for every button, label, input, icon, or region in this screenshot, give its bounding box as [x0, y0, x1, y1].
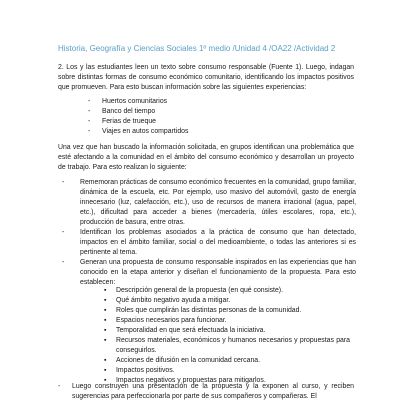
instructions-paragraph: Una vez que han buscado la información solicitada, en grupos identifican una problemática que esté afectando a la comunidad en el ámbito del consumo económico y desarrollan un proyecto de trabajo. Para esto realizan lo siguiente:	[58, 144, 354, 171]
page-title: Historia, Geografía y Ciencias Sociales 1º medio /Unidad 4 /OA22 /Actividad 2	[58, 44, 336, 53]
list-item: ▪ Temporalidad en que será efectuada la iniciativa.	[104, 326, 350, 336]
list-item: ▪ Espacios necesarios para funcionar.	[104, 316, 350, 326]
intro-paragraph: 2. Los y las estudiantes leen un texto sobre consumo responsable (Fuente 1). Luego, indagan sobre distintas formas de consumo económico comunitario, identificando los impactos positivos que promueven. Para esto buscan información sobre las siguientes experiencias:	[58, 64, 354, 91]
tasks-list	[62, 178, 356, 288]
list-item: ▪ Descripción general de la propuesta (en qué consiste).	[104, 286, 350, 296]
list-item: - Viajes en autos compartidos	[88, 127, 188, 137]
list-item: - Banco del tiempo	[88, 107, 188, 117]
list-item: ▪ Recursos materiales, económicos y humanos necesarios y propuestas para conseguirlos.	[104, 336, 350, 356]
list-item: ▪ Acciones de difusión en la comunidad cercana.	[104, 356, 350, 366]
list-item: - Generan una propuesta de consumo responsable inspirados en las experiencias que han conocido en la etapa anterior y diseñan el funcionamiento de la propuesta. Para esto establecen:	[62, 258, 356, 288]
list-item: ▪ Qué ámbito negativo ayuda a mitigar.	[104, 296, 350, 306]
proposal-list	[104, 286, 350, 386]
list-item: - Rememoran prácticas de consumo económico frecuentes en la comunidad, grupo familiar, dinámica de la escuela, etc. Por ejemplo, uso masivo del automóvil, gasto de energía innecesario (luz, calefacción, etc.), uso de recursos de manera irracional (agua, papel, etc.), dificultad para acceder a bienes (mercadería, útiles escolares, ropa, etc.), producción de basura, entre otras.	[62, 178, 356, 228]
final-list	[58, 382, 354, 400]
list-item: ▪ Impactos negativos y propuestas para mitigarlos.	[104, 376, 350, 386]
list-item: - Ferias de trueque	[88, 117, 188, 127]
list-item: - Luego construyen una presentación de la propuesta y la exponen al curso, y reciben sugerencias para perfeccionarla por parte de sus compañeros y compañeras. El	[58, 382, 354, 400]
list-item: - Huertos comunitarios	[88, 97, 188, 107]
list-item: ▪ Impactos positivos.	[104, 366, 350, 376]
list-item: - Identifican los problemas asociados a la práctica de consumo que han detectado, impactos en el ámbito familiar, social o del medioambiente, o todas las anteriores si es pertinente al tema.	[62, 228, 356, 258]
experiences-list	[88, 97, 188, 137]
list-item: ▪ Roles que cumplirán las distintas personas de la comunidad.	[104, 306, 350, 316]
